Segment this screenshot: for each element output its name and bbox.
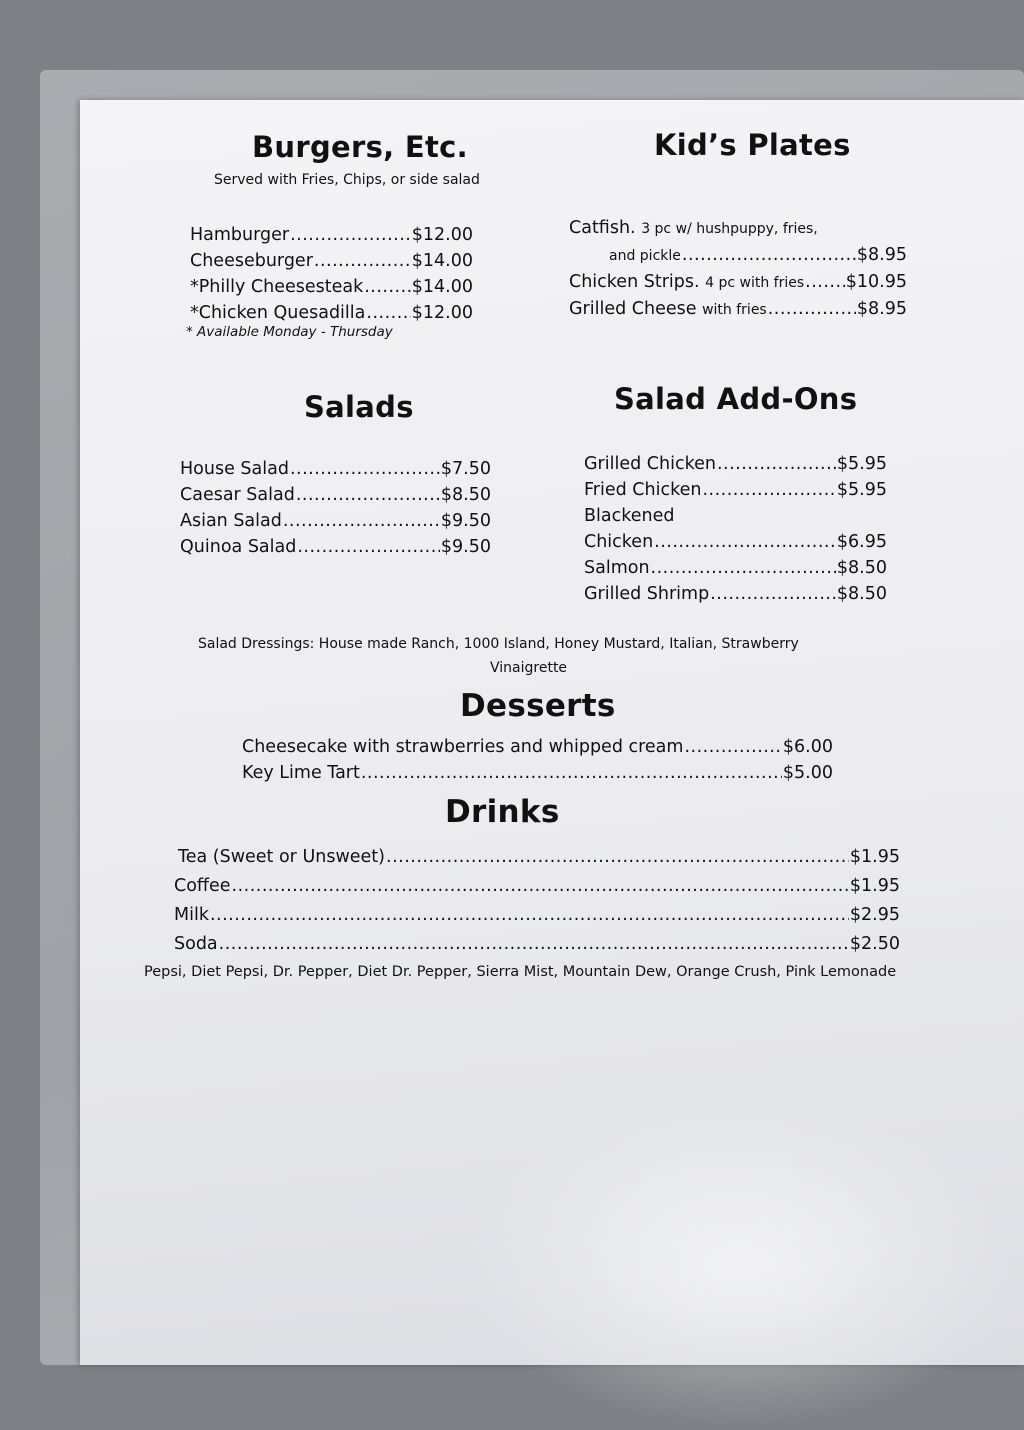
drinks-list [174, 843, 900, 959]
kids-heading: Kid’s Plates [654, 128, 851, 162]
item-name: Quinoa Salad [180, 537, 297, 557]
menu-item [180, 456, 491, 482]
item-name: Grilled Cheese [569, 299, 697, 319]
burgers-note: * Available Monday - Thursday [186, 324, 393, 340]
menu-item [242, 760, 833, 786]
menu-item [584, 555, 887, 581]
item-price: $7.50 [440, 459, 491, 479]
item-price: $5.00 [782, 763, 833, 783]
item-name: *Philly Cheesesteak [190, 277, 364, 297]
burgers-list [190, 222, 473, 326]
item-name: *Chicken Quesadilla [190, 303, 366, 323]
item-price: $10.95 [845, 272, 907, 292]
item-price: $1.95 [849, 847, 900, 867]
item-name: Grilled Shrimp [584, 584, 710, 604]
menu-item [174, 843, 900, 872]
item-name: Cheeseburger [190, 251, 313, 271]
menu-item [242, 734, 833, 760]
menu-item [584, 581, 887, 607]
addons-heading: Salad Add-Ons [614, 382, 858, 416]
item-description: with fries [702, 302, 767, 318]
item-price: $14.00 [411, 251, 473, 271]
menu-item [174, 901, 900, 930]
item-price: $8.50 [836, 558, 887, 578]
item-name: Blackened [584, 506, 675, 526]
menu-item [190, 274, 473, 300]
item-price: $8.95 [856, 299, 907, 319]
item-price: $9.50 [440, 511, 491, 531]
item-description: 4 pc with fries [705, 275, 805, 291]
item-name: Fried Chicken [584, 480, 702, 500]
item-description: and pickle [609, 248, 681, 264]
item-price: $5.95 [836, 480, 887, 500]
menu-item [584, 477, 887, 503]
addons-list [584, 451, 887, 607]
item-name: Chicken Strips. [569, 272, 700, 292]
item-name: Catfish. [569, 218, 636, 238]
drinks-heading: Drinks [445, 794, 560, 830]
menu-item-continued [569, 242, 907, 269]
desserts-list [242, 734, 833, 786]
item-name: Key Lime Tart [242, 763, 360, 783]
item-price: $8.50 [440, 485, 491, 505]
menu-item [569, 215, 907, 242]
item-name: Tea (Sweet or Unsweet) [178, 847, 385, 867]
menu-item [190, 222, 473, 248]
menu-item [180, 508, 491, 534]
item-name: Caesar Salad [180, 485, 295, 505]
menu-item [190, 300, 473, 326]
menu-item [174, 872, 900, 901]
dressings-line: Vinaigrette [490, 660, 568, 676]
menu-item [180, 482, 491, 508]
menu-page [80, 100, 1024, 1365]
menu-item [584, 503, 887, 529]
menu-item [569, 296, 907, 323]
item-price: $14.00 [411, 277, 473, 297]
item-description: 3 pc w/ hushpuppy, fries, [641, 221, 818, 237]
item-name: Salmon [584, 558, 650, 578]
burgers-subtitle: Served with Fries, Chips, or side salad [214, 172, 480, 188]
item-price: $6.95 [836, 532, 887, 552]
burgers-heading: Burgers, Etc. [252, 130, 468, 164]
item-name: Hamburger [190, 225, 290, 245]
menu-item-continued [584, 529, 887, 555]
menu-item [190, 248, 473, 274]
sleeve-glare [460, 1100, 1020, 1430]
item-price: $6.00 [782, 737, 833, 757]
dressings-line: Salad Dressings: House made Ranch, 1000 Island, Honey Mustard, Italian, Strawberry [198, 636, 799, 652]
salads-heading: Salads [304, 390, 414, 424]
item-price: $1.95 [849, 876, 900, 896]
item-price: $2.95 [849, 905, 900, 925]
kids-list [569, 215, 907, 323]
item-name: Milk [174, 905, 209, 925]
item-price: $5.95 [836, 454, 887, 474]
item-price: $8.50 [836, 584, 887, 604]
item-name: Soda [174, 934, 218, 954]
menu-item [180, 534, 491, 560]
item-name: Asian Salad [180, 511, 282, 531]
soda-options: Pepsi, Diet Pepsi, Dr. Pepper, Diet Dr. Pepper, Sierra Mist, Mountain Dew, Orange Crush, Pink Lemonade [144, 964, 897, 980]
item-price: $12.00 [411, 225, 473, 245]
menu-item [174, 930, 900, 959]
item-name: Cheesecake with strawberries and whipped cream [242, 737, 684, 757]
item-price: $2.50 [849, 934, 900, 954]
menu-item [569, 269, 907, 296]
menu-item [584, 451, 887, 477]
salads-list [180, 456, 491, 560]
item-price: $9.50 [440, 537, 491, 557]
item-price: $8.95 [856, 245, 907, 265]
item-name: House Salad [180, 459, 289, 479]
item-price: $12.00 [411, 303, 473, 323]
desserts-heading: Desserts [460, 688, 616, 724]
item-name: Coffee [174, 876, 231, 896]
item-name: Grilled Chicken [584, 454, 716, 474]
item-name: Chicken [584, 532, 654, 552]
